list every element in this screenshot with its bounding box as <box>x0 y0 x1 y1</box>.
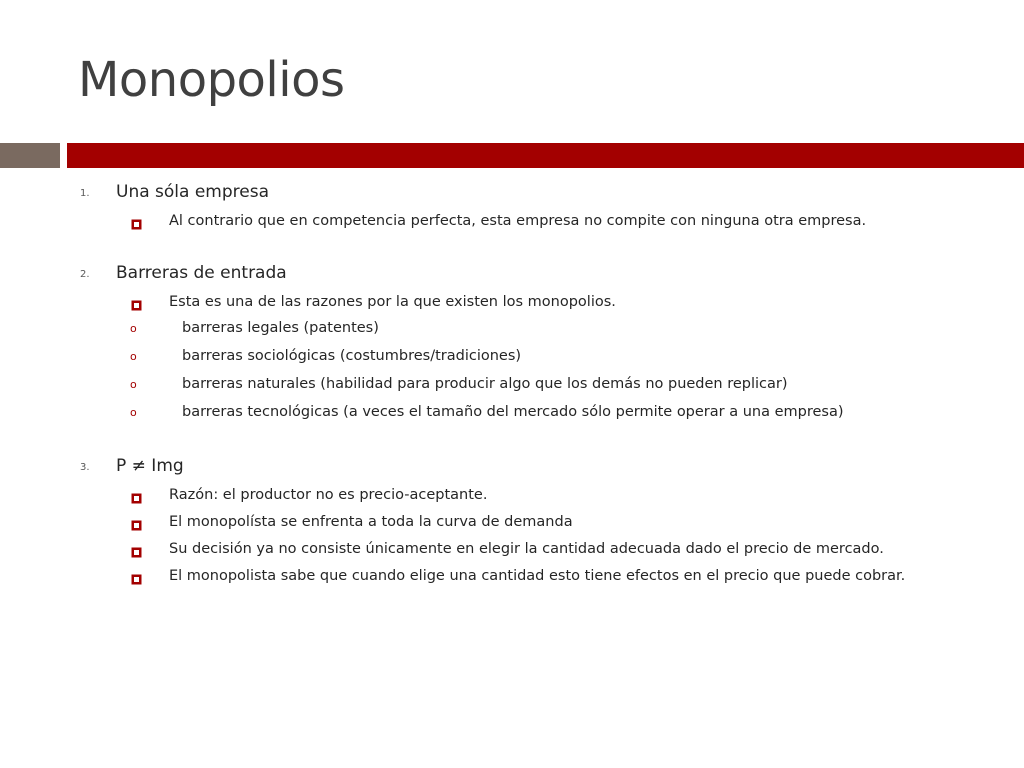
slide-content <box>0 178 1024 609</box>
bullet-item <box>0 538 1024 565</box>
bullet-item <box>0 291 1024 318</box>
square-bullet-icon <box>131 489 142 500</box>
sub-bullet-item <box>0 374 1024 402</box>
sub-bullet-text: barreras sociológicas (costumbres/tradiciones) <box>182 348 522 364</box>
bullet-item <box>0 565 1024 609</box>
circle-bullet-icon: o <box>130 378 137 391</box>
bullet-text: El monopolista sabe que cuando elige una cantidad esto tiene efectos en el precio que puede cobrar. <box>169 568 906 584</box>
section-2 <box>0 259 1024 430</box>
section-1 <box>0 178 1024 237</box>
section-3 <box>0 452 1024 609</box>
square-bullet-icon <box>131 296 142 307</box>
item-number: 1. <box>80 188 90 199</box>
circle-bullet-icon: o <box>130 350 137 363</box>
circle-bullet-icon: o <box>130 322 137 335</box>
sub-bullet-item <box>0 346 1024 374</box>
numbered-item <box>0 452 1024 484</box>
item-number: 2. <box>80 269 90 280</box>
bullet-item <box>0 511 1024 538</box>
item-heading: P ≠ Img <box>116 456 184 476</box>
bullet-item <box>0 210 1024 237</box>
sub-bullet-item <box>0 318 1024 346</box>
numbered-item <box>0 259 1024 291</box>
item-number: 3. <box>80 462 90 473</box>
square-bullet-icon <box>131 570 142 581</box>
square-bullet-icon <box>131 543 142 554</box>
sub-bullet-item <box>0 402 1024 430</box>
bullet-item <box>0 484 1024 511</box>
item-heading: Barreras de entrada <box>116 263 287 283</box>
bullet-text: Razón: el productor no es precio-aceptante. <box>169 487 488 503</box>
bullet-text: El monopolísta se enfrenta a toda la curva de demanda <box>169 514 573 530</box>
title-accent-bar-left <box>0 143 60 168</box>
sub-bullet-text: barreras naturales (habilidad para producir algo que los demás no pueden replicar) <box>182 376 788 392</box>
circle-bullet-icon: o <box>130 406 137 419</box>
square-bullet-icon <box>131 516 142 527</box>
item-heading: Una sóla empresa <box>116 182 269 202</box>
title-accent-bar-right <box>67 143 1024 168</box>
bullet-text: Al contrario que en competencia perfecta, esta empresa no compite con ninguna otra empresa. <box>169 213 867 229</box>
sub-bullet-text: barreras tecnológicas (a veces el tamaño del mercado sólo permite operar a una empresa) <box>182 404 844 420</box>
numbered-item <box>0 178 1024 210</box>
square-bullet-icon <box>131 215 142 226</box>
slide-title: Monopolios <box>78 52 345 108</box>
bullet-text: Esta es una de las razones por la que existen los monopolios. <box>169 294 616 310</box>
bullet-text: Su decisión ya no consiste únicamente en elegir la cantidad adecuada dado el precio de mercado. <box>169 541 884 557</box>
sub-bullet-text: barreras legales (patentes) <box>182 320 379 336</box>
